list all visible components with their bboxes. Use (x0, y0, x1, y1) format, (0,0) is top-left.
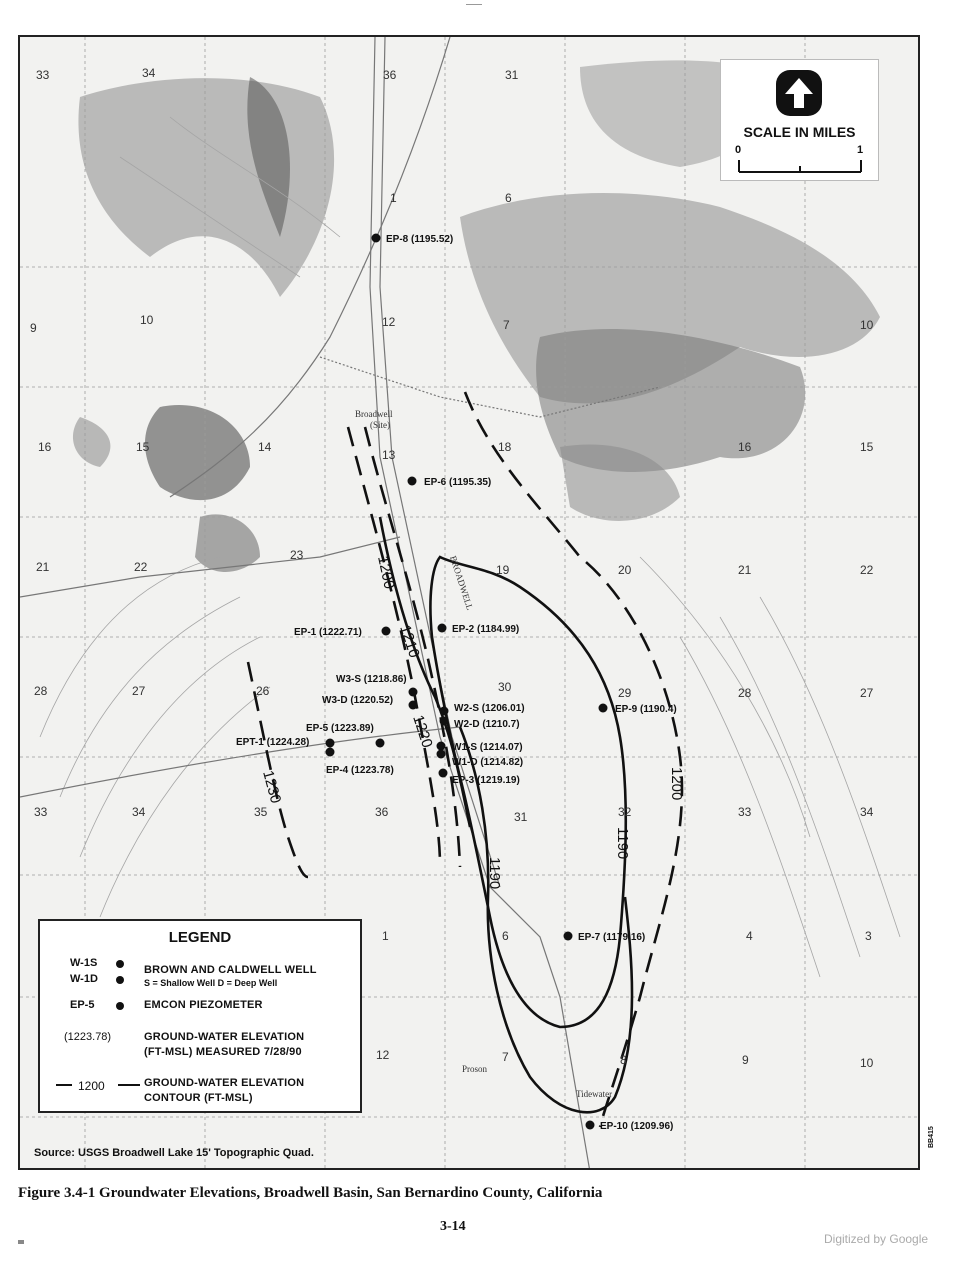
section-number: 19 (496, 563, 510, 577)
section-number: 27 (132, 684, 146, 698)
section-number: 33 (738, 805, 752, 819)
legend-well-code-2: W-1D (70, 973, 98, 985)
section-number: 31 (505, 68, 519, 82)
section-number: 35 (254, 805, 268, 819)
section-number: 4 (746, 929, 753, 943)
section-number: 20 (618, 563, 632, 577)
legend-well-dot-2 (116, 976, 124, 984)
legend-piezo-dot (116, 1002, 124, 1010)
contour-label-1190-inner: 1190 (486, 857, 503, 890)
section-number: 10 (860, 1056, 874, 1070)
section-number: 12 (382, 315, 396, 329)
place-tidewater: Tidewater (576, 1089, 613, 1099)
legend-title: LEGEND (168, 929, 232, 946)
well-label: EP-7 (1179.16) (578, 932, 646, 943)
place-names (355, 409, 612, 1099)
section-number: 9 (742, 1053, 749, 1067)
well-ep-4 (326, 748, 394, 777)
north-arrow-scale (720, 59, 879, 181)
section-number: 10 (140, 313, 154, 327)
map-frame (18, 35, 920, 1170)
well-label: EP-10 (1209.96) (600, 1121, 674, 1132)
side-code: BB415 (928, 1126, 935, 1148)
well-ep-9 (599, 704, 677, 716)
well-ep-6 (408, 477, 492, 489)
well-label: W3-D (1220.52) (322, 695, 394, 706)
section-number: 27 (860, 686, 874, 700)
section-number: 7 (502, 1050, 509, 1064)
well-label: EP-5 (1223.89) (306, 723, 374, 734)
section-number: 3 (865, 929, 872, 943)
well-label: EP-2 (1184.99) (452, 624, 520, 635)
place-proson: Proson (462, 1064, 488, 1074)
digitized-credit: Digitized by Google (824, 1232, 929, 1246)
section-number: 6 (502, 929, 509, 943)
section-number: 7 (503, 318, 510, 332)
section-number: 22 (860, 563, 874, 577)
well-ep-1 (294, 627, 391, 639)
well-ep-2 (438, 624, 520, 636)
section-number: 1 (390, 191, 397, 205)
section-number: 16 (738, 440, 752, 454)
section-number: 29 (618, 686, 632, 700)
section-number: 30 (498, 680, 512, 694)
place-broadwell: Broadwell (355, 409, 393, 419)
well-ep-7 (564, 932, 646, 944)
section-number: 36 (375, 805, 389, 819)
legend-contour-code: 1200 (78, 1079, 105, 1093)
well-label: EP-4 (1223.78) (326, 765, 394, 776)
well-w3-s (336, 674, 418, 697)
corner-mark (18, 1240, 24, 1244)
contour-label-1230: 1230 (259, 768, 285, 806)
section-number: 28 (34, 684, 48, 698)
section-number: 28 (738, 686, 752, 700)
section-number: 21 (738, 563, 752, 577)
section-number: 22 (134, 560, 148, 574)
well-w3-d (322, 695, 418, 710)
section-number: 12 (376, 1048, 390, 1062)
section-number: 16 (38, 440, 52, 454)
scale-label-0: 0 (735, 144, 742, 156)
section-number: 14 (258, 440, 272, 454)
legend-elev-code: (1223.78) (64, 1031, 112, 1043)
top-mark (466, 4, 482, 5)
section-number: 32 (618, 805, 632, 819)
legend-piezo-desc: EMCON PIEZOMETER (144, 999, 263, 1011)
section-number: 34 (132, 805, 146, 819)
well-label: EP-1 (1222.71) (294, 627, 362, 638)
well-label: W1-S (1214.07) (452, 742, 523, 753)
page-number: 3-14 (440, 1219, 466, 1234)
section-number: 13 (382, 448, 396, 462)
legend-piezo-code: EP-5 (70, 999, 95, 1011)
well-label: EP-8 (1195.52) (386, 234, 454, 245)
contour-label-1210: 1210 (396, 622, 423, 660)
section-number: 33 (34, 805, 48, 819)
scale-label-1: 1 (857, 144, 864, 156)
section-number: 36 (383, 68, 397, 82)
road-label-broadwell: BROADWELL (448, 554, 476, 612)
legend-contour-desc-2: CONTOUR (FT-MSL) (144, 1092, 253, 1104)
well-label: W1-D (1214.82) (452, 757, 524, 768)
section-number: 15 (136, 440, 150, 454)
scale-title: SCALE IN MILES (743, 124, 856, 140)
contour-label-1200-east: 1200 (668, 767, 685, 801)
well-ept-1 (236, 737, 335, 748)
well-ep-8 (372, 234, 454, 246)
well-label: W2-S (1206.01) (454, 703, 525, 714)
well-ep-5 (306, 723, 385, 748)
well-w1-s (437, 742, 523, 754)
section-number: 23 (290, 548, 304, 562)
section-number: 33 (36, 68, 50, 82)
well-w2-s (440, 703, 525, 716)
well-label: W2-D (1210.7) (454, 719, 520, 730)
contour-label-1220: 1220 (409, 712, 436, 750)
well-label: EP-3 (1219.19) (452, 775, 520, 786)
legend-elev-desc-1: GROUND-WATER ELEVATION (144, 1031, 305, 1043)
well-label: W3-S (1218.86) (336, 674, 407, 685)
legend-contour-desc-1: GROUND-WATER ELEVATION (144, 1077, 305, 1089)
legend-well-dot-1 (116, 960, 124, 968)
section-number: 9 (30, 321, 37, 335)
well-label: EPT-1 (1224.28) (236, 737, 310, 748)
contour-label-1200: 1200 (374, 554, 398, 591)
source-note: Source: USGS Broadwell Lake 15' Topographic Quad. (34, 1147, 314, 1159)
section-number: 26 (256, 684, 270, 698)
section-number: 10 (860, 318, 874, 332)
section-number: 21 (36, 560, 50, 574)
figure-caption: Figure 3.4-1 Groundwater Elevations, Broadwell Basin, San Bernardino County, California (18, 1185, 603, 1201)
legend-well-desc-small: S = Shallow Well D = Deep Well (144, 978, 278, 988)
section-number: 31 (514, 810, 528, 824)
scale-bar (721, 60, 878, 180)
section-number: 18 (498, 440, 512, 454)
section-number: 34 (860, 805, 874, 819)
section-number: 15 (860, 440, 874, 454)
section-number: 34 (142, 66, 156, 80)
legend-well-desc: BROWN AND CALDWELL WELL (144, 964, 317, 976)
section-number: 8 (620, 1053, 627, 1067)
well-label: EP-6 (1195.35) (424, 477, 492, 488)
section-number: 1 (382, 929, 389, 943)
legend (38, 919, 362, 1113)
contour-label-1190-outer: 1190 (614, 827, 631, 860)
place-broadwell-note: (Site) (370, 420, 390, 430)
groundwater-contours-solid (380, 517, 632, 1112)
legend-elev-desc-2: (FT-MSL) MEASURED 7/28/90 (144, 1046, 302, 1058)
section-number: 6 (505, 191, 512, 205)
well-label: EP-9 (1190.4) (615, 704, 677, 715)
well-ep-10 (586, 1121, 674, 1133)
legend-well-code-1: W-1S (70, 957, 98, 969)
